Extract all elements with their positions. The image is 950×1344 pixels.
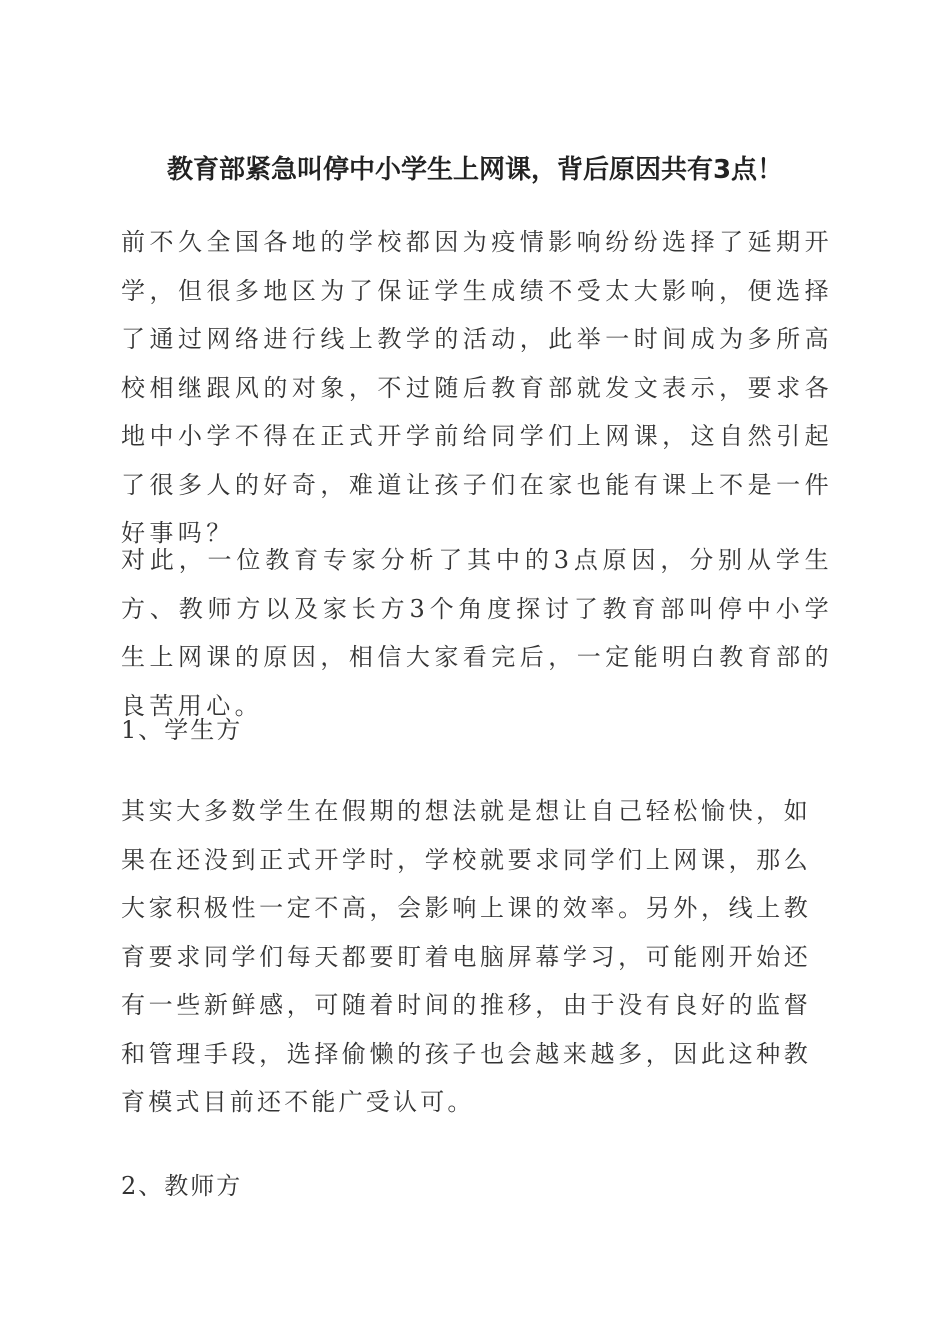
section-heading-student: 1、学生方 (121, 716, 243, 744)
student-section-paragraph: 其实大多数学生在假期的想法就是想让自己轻松愉快，如果在还没到正式开学时，学校就要求同学们上网课，那么大家积极性一定不高，会影响上课的效率。另外，线上教育要求同学们每天都要盯着电脑屏幕学习，可能刚开始还有一些新鲜感，可随着时间的推移，由于没有良好的监督和管理手段，选择偷懒的孩子也会越来越多，因此这种教育模式目前还不能广受认可。 (121, 797, 811, 1116)
document-title: 教育部紧急叫停中小学生上网课，背后原因共有3点！ (166, 155, 784, 185)
intro-paragraph: 前不久全国各地的学校都因为疫情影响纷纷选择了延期开学，但很多地区为了保证学生成绩不受太大影响，便选择了通过网络进行线上教学的活动，此举一时间成为多所高校相继跟风的对象，不过随后教育部就发文表示，要求各地中小学不得在正式开学前给同学们上网课，这自然引起了很多人的好奇，难道让孩子们在家也能有课上不是一件好事吗？ (121, 228, 833, 547)
analysis-paragraph: 对此，一位教育专家分析了其中的3点原因，分别从学生方、教师方以及家长方3个角度探讨了教育部叫停中小学生上网课的原因，相信大家看完后，一定能明白教育部的良苦用心。 (121, 546, 833, 720)
section-heading-teacher: 2、教师方 (121, 1172, 243, 1200)
